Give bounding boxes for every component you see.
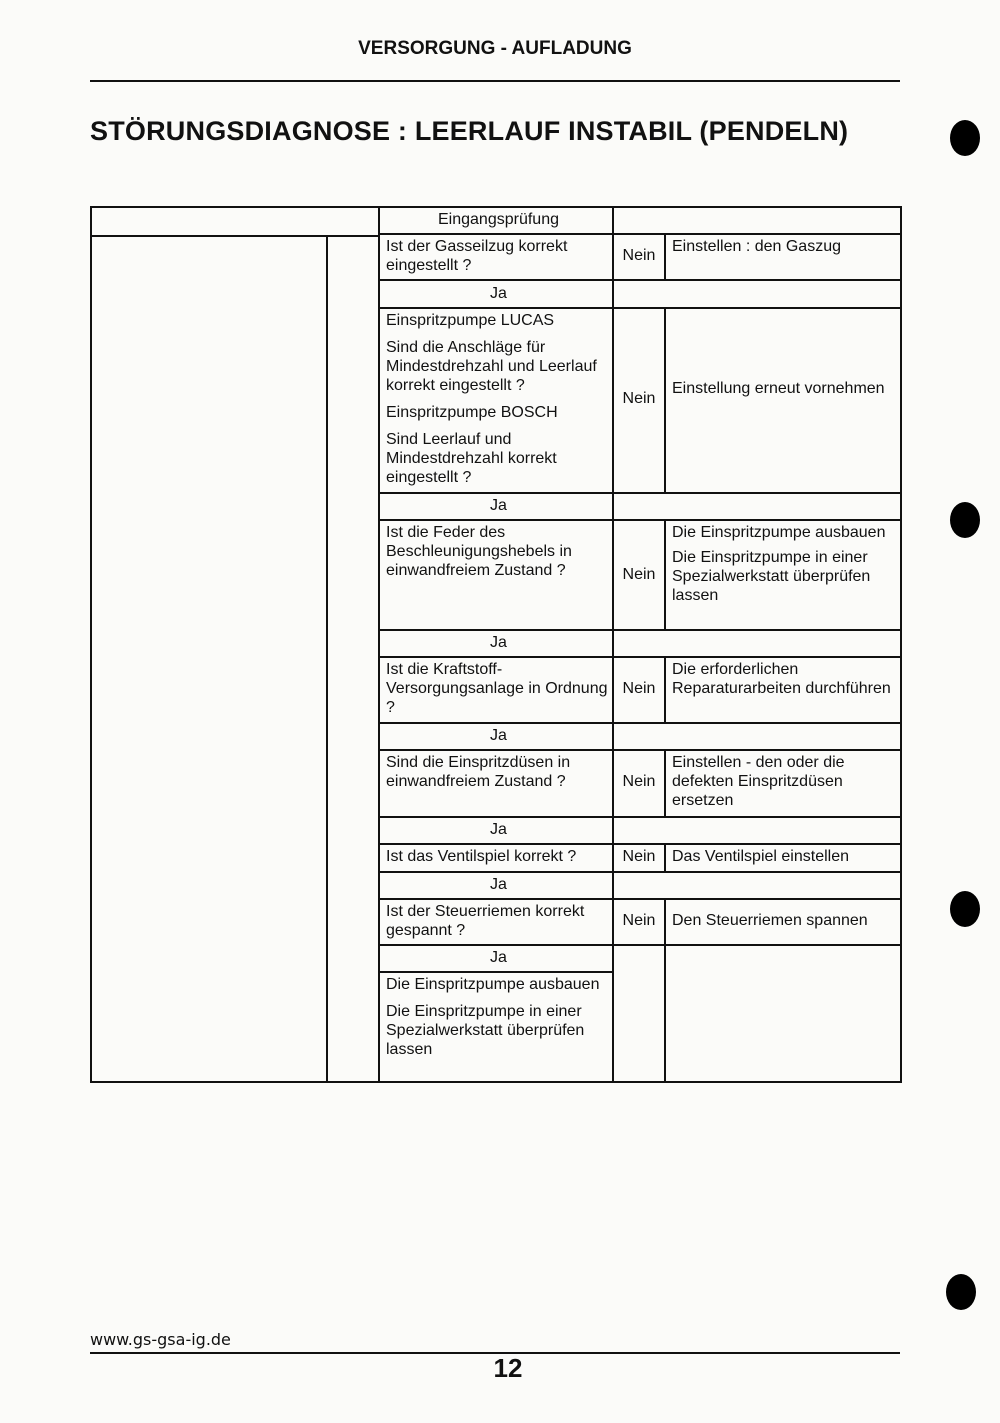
yes-label: Ja	[490, 285, 507, 302]
table-divider	[378, 307, 902, 309]
table-divider	[664, 308, 666, 494]
section-header: VERSORGUNG - AUFLADUNG	[358, 38, 632, 59]
no-label: Nein	[622, 566, 656, 583]
table-border	[90, 1081, 902, 1083]
table-divider	[378, 898, 902, 900]
question-text: Ist der Gasseilzug korrekt eingestellt ?	[386, 238, 568, 274]
table-divider	[378, 843, 902, 845]
no-label: Nein	[622, 390, 656, 407]
table-divider	[378, 206, 380, 1083]
yes-label: Ja	[490, 821, 507, 838]
table-border	[900, 206, 902, 1083]
yes-label: Ja	[490, 497, 507, 514]
table-divider	[378, 816, 902, 818]
table-divider	[90, 235, 380, 237]
question-cell	[386, 523, 611, 588]
page-number: 12	[493, 1353, 523, 1383]
action-cell	[672, 911, 892, 936]
no-label: Nein	[622, 680, 656, 697]
table-divider	[664, 899, 666, 1083]
question-cell	[386, 902, 611, 948]
table-divider	[326, 235, 328, 1083]
table-divider	[378, 656, 902, 658]
table-divider	[664, 520, 666, 630]
binder-hole	[950, 891, 980, 927]
page-title: STÖRUNGSDIAGNOSE : LEERLAUF INSTABIL (PENDELN)	[90, 116, 849, 146]
action-text: Einstellung erneut vornehmen	[672, 380, 885, 397]
action-cell	[672, 523, 892, 611]
question-text: Einspritzpumpe BOSCH	[386, 404, 558, 421]
question-cell	[386, 847, 611, 874]
table-divider	[378, 233, 902, 235]
action-text: Die erforderlichen Reparaturarbeiten durchführen	[672, 661, 891, 697]
question-text: Ist der Steuerriemen korrekt gespannt ?	[386, 903, 585, 939]
action-cell	[672, 753, 892, 816]
action-cell	[672, 847, 892, 872]
question-text: Ist die Feder des Beschleunigungshebels in einwandfreiem Zustand ?	[386, 524, 572, 579]
table-divider	[664, 750, 666, 817]
action-text: Einstellen : den Gaszug	[672, 238, 841, 255]
yes-label: Ja	[490, 634, 507, 651]
table-divider	[664, 234, 666, 280]
table-border	[90, 206, 902, 208]
question-text: Sind die Anschläge für Mindestdrehzahl und Leerlauf korrekt eingestellt ?	[386, 339, 597, 394]
final-action-cell	[386, 975, 611, 1067]
action-cell	[672, 237, 892, 262]
no-label: Nein	[622, 912, 656, 929]
question-text: Sind Leerlauf und Mindestdrehzahl korrekt eingestellt ?	[386, 431, 557, 486]
yes-label: Ja	[490, 727, 507, 744]
table-border	[90, 206, 92, 1083]
table-divider	[664, 844, 666, 872]
no-label: Nein	[622, 773, 656, 790]
table-divider	[664, 657, 666, 723]
header-rule	[90, 80, 900, 82]
table-divider	[378, 749, 902, 751]
question-cell	[386, 311, 611, 495]
final-text: Die Einspritzpumpe ausbauen	[386, 976, 600, 993]
no-label: Nein	[622, 247, 656, 264]
table-divider	[378, 629, 902, 631]
entry-check-label: Eingangsprüfung	[438, 211, 559, 228]
question-text: Einspritzpumpe LUCAS	[386, 312, 555, 329]
binder-hole	[950, 120, 980, 156]
binder-hole	[950, 502, 980, 538]
question-cell	[386, 753, 611, 799]
question-text: Sind die Einspritzdüsen in einwandfreiem Zustand ?	[386, 754, 571, 790]
action-text: Einstellen - den oder die defekten Einspritzdüsen ersetzen	[672, 754, 845, 809]
question-cell	[386, 660, 611, 725]
action-text: Den Steuerriemen spannen	[672, 912, 868, 929]
binder-hole	[946, 1274, 976, 1310]
no-label: Nein	[622, 848, 656, 865]
yes-label: Ja	[490, 876, 507, 893]
action-cell	[672, 660, 892, 704]
diagnosis-table	[90, 206, 902, 1083]
yes-label: Ja	[490, 949, 507, 966]
action-text: Die Einspritzpumpe in einer Spezialwerkstatt überprüfen lassen	[672, 549, 871, 604]
table-divider	[378, 519, 902, 521]
table-divider	[378, 971, 614, 973]
action-text: Die Einspritzpumpe ausbauen	[672, 524, 886, 541]
action-text: Das Ventilspiel einstellen	[672, 848, 849, 865]
question-text: Ist die Kraftstoff-Versorgungsanlage in Ordnung ?	[386, 661, 608, 716]
question-text: Ist das Ventilspiel korrekt ?	[386, 848, 577, 865]
question-cell	[386, 237, 611, 283]
footer-url: www.gs-gsa-ig.de	[90, 1330, 231, 1349]
table-divider	[612, 206, 614, 1083]
final-text: Die Einspritzpumpe in einer Spezialwerkstatt überprüfen lassen	[386, 1003, 585, 1058]
action-cell	[672, 379, 892, 404]
